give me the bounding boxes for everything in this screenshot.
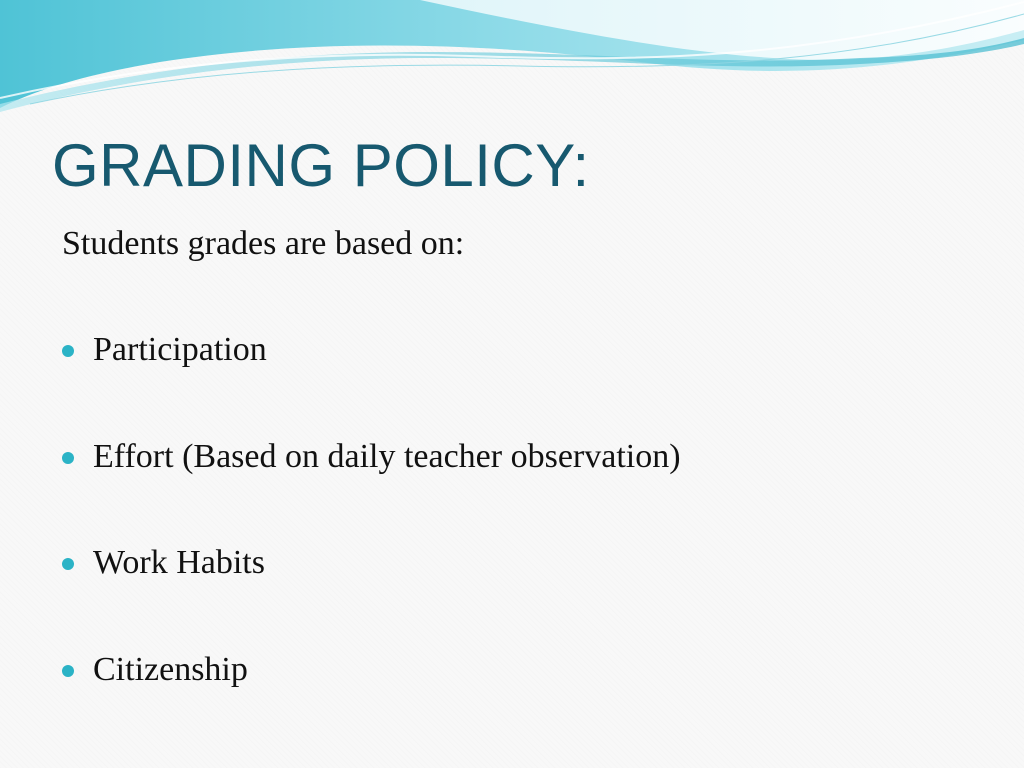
bullet-list [62,328,681,754]
slide-title: GRADING POLICY: [52,132,590,199]
bullet-icon [62,345,74,357]
list-item [62,435,681,542]
list-item [62,541,681,648]
bullet-text: Work Habits [93,544,265,581]
bullet-icon [62,452,74,464]
bullet-text: Citizenship [93,650,248,688]
intro-text: Students grades are based on: [62,225,465,262]
bullet-icon [62,558,74,570]
bullet-text: Participation [93,331,267,368]
list-item [62,328,681,435]
list-item [62,648,681,755]
header-wave-decoration [0,0,1024,120]
bullet-text: Effort (Based on daily teacher observation) [93,437,681,475]
bullet-icon [62,665,74,677]
